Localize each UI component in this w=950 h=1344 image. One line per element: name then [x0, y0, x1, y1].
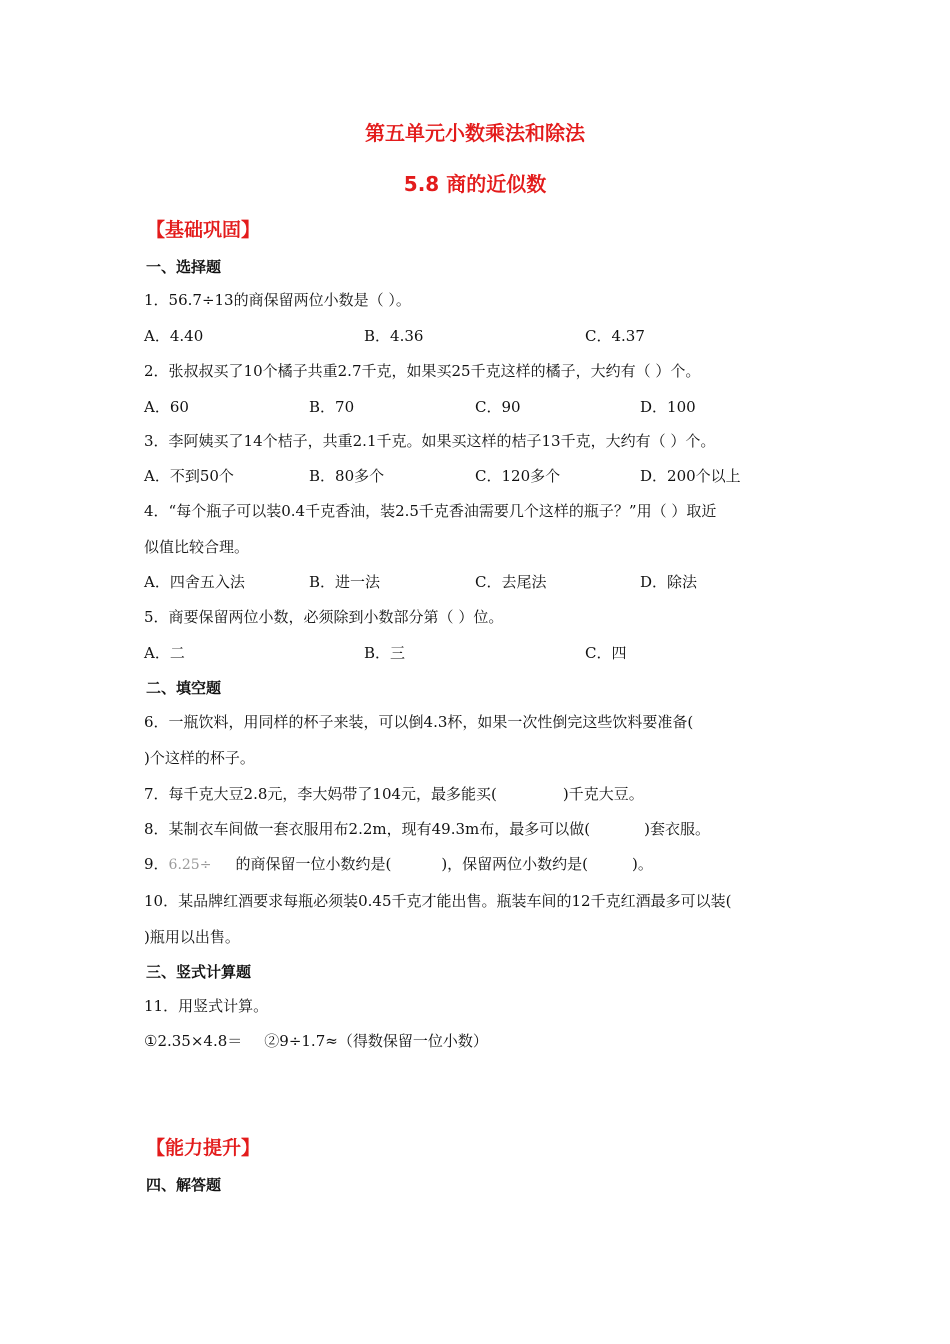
q7-part-a: 7．每千克大豆2.8元，李大妈带了104元，最多能买(	[144, 785, 497, 803]
q9-part-c: )。	[632, 855, 653, 873]
q4-option-b: B．进一法	[309, 573, 381, 591]
q11-item-a: ①2.35×4.8＝	[144, 1032, 243, 1050]
document-subtitle: 5.8 商的近似数	[403, 172, 547, 196]
question-3: 3．李阿姨买了14个桔子，共重2.1千克。如果买这样的桔子13千克，大约有（ ）个。	[144, 432, 716, 450]
q5-option-c: C．四	[585, 644, 627, 662]
question-5: 5．商要保留两位小数，必须除到小数部分第（ ）位。	[144, 608, 504, 626]
q3-option-c: C．120多个	[475, 467, 561, 485]
q4-option-c: C．去尾法	[475, 573, 547, 591]
question-4: 4．“每个瓶子可以装0.4千克香油，装2.5千克香油需要几个这样的瓶子？”用（ ）取近	[144, 502, 717, 520]
question-7	[144, 783, 644, 804]
document-title: 第五单元小数乘法和除法	[365, 121, 585, 145]
question-10-cont: )瓶用以出售。	[144, 928, 240, 946]
q11-item-b: ②9÷1.7≈（得数保留一位小数）	[264, 1032, 488, 1050]
section-advanced: 【能力提升】	[146, 1137, 261, 1159]
q3-option-b: B．80多个	[309, 467, 385, 485]
q3-option-d: D．200个以上	[640, 467, 741, 485]
q9-part-a: 的商保留一位小数约是(	[235, 855, 392, 873]
q1-option-c: C．4.37	[585, 327, 645, 345]
heading-vertical-calc: 三、竖式计算题	[146, 963, 252, 981]
question-10: 10．某品牌红酒要求每瓶必须装0.45千克才能出售。瓶装车间的12千克红酒最多可以装(	[144, 892, 732, 910]
q4-option-a: A．四舍五入法	[144, 573, 245, 591]
q5-option-b: B．三	[364, 644, 406, 662]
question-11: 11．用竖式计算。	[144, 997, 269, 1015]
heading-answer: 四、解答题	[146, 1176, 222, 1194]
q5-option-a: A．二	[144, 644, 185, 662]
q1-option-a: A．4.40	[144, 327, 204, 345]
question-6: 6．一瓶饮料，用同样的杯子来装，可以倒4.3杯，如果一次性倒完这些饮料要准备(	[144, 713, 694, 731]
q4-option-d: D．除法	[640, 573, 698, 591]
q8-part-b: )套衣服。	[644, 820, 710, 838]
q3-option-a: A．不到50个	[144, 467, 234, 485]
q2-option-d: D．100	[640, 398, 696, 416]
question-1: 1．56.7÷13的商保留两位小数是（ ）。	[144, 291, 411, 309]
question-8	[144, 818, 710, 839]
q1-option-b: B．4.36	[364, 327, 424, 345]
q2-option-a: A．60	[144, 398, 189, 416]
q9-expression: 6.25÷	[168, 857, 212, 873]
q8-part-a: 8．某制衣车间做一套衣服用布2.2m，现有49.3m布，最多可以做(	[144, 820, 591, 838]
question-4-cont: 似值比较合理。	[144, 538, 250, 556]
q9-part-b: )，保留两位小数约是(	[441, 855, 589, 873]
heading-fill: 二、填空题	[146, 679, 222, 697]
question-2: 2．张叔叔买了10个橘子共重2.7千克，如果买25千克这样的橘子，大约有（ ）个。	[144, 362, 701, 380]
q7-part-b: )千克大豆。	[562, 785, 644, 803]
question-11-items	[144, 1030, 488, 1051]
q2-option-c: C．90	[475, 398, 521, 416]
question-6-cont: )个这样的杯子。	[144, 749, 255, 767]
question-9	[144, 853, 653, 874]
section-basic: 【基础巩固】	[146, 219, 261, 241]
heading-choice: 一、选择题	[146, 258, 222, 276]
q9-number: 9．	[144, 855, 169, 873]
q2-option-b: B．70	[309, 398, 355, 416]
